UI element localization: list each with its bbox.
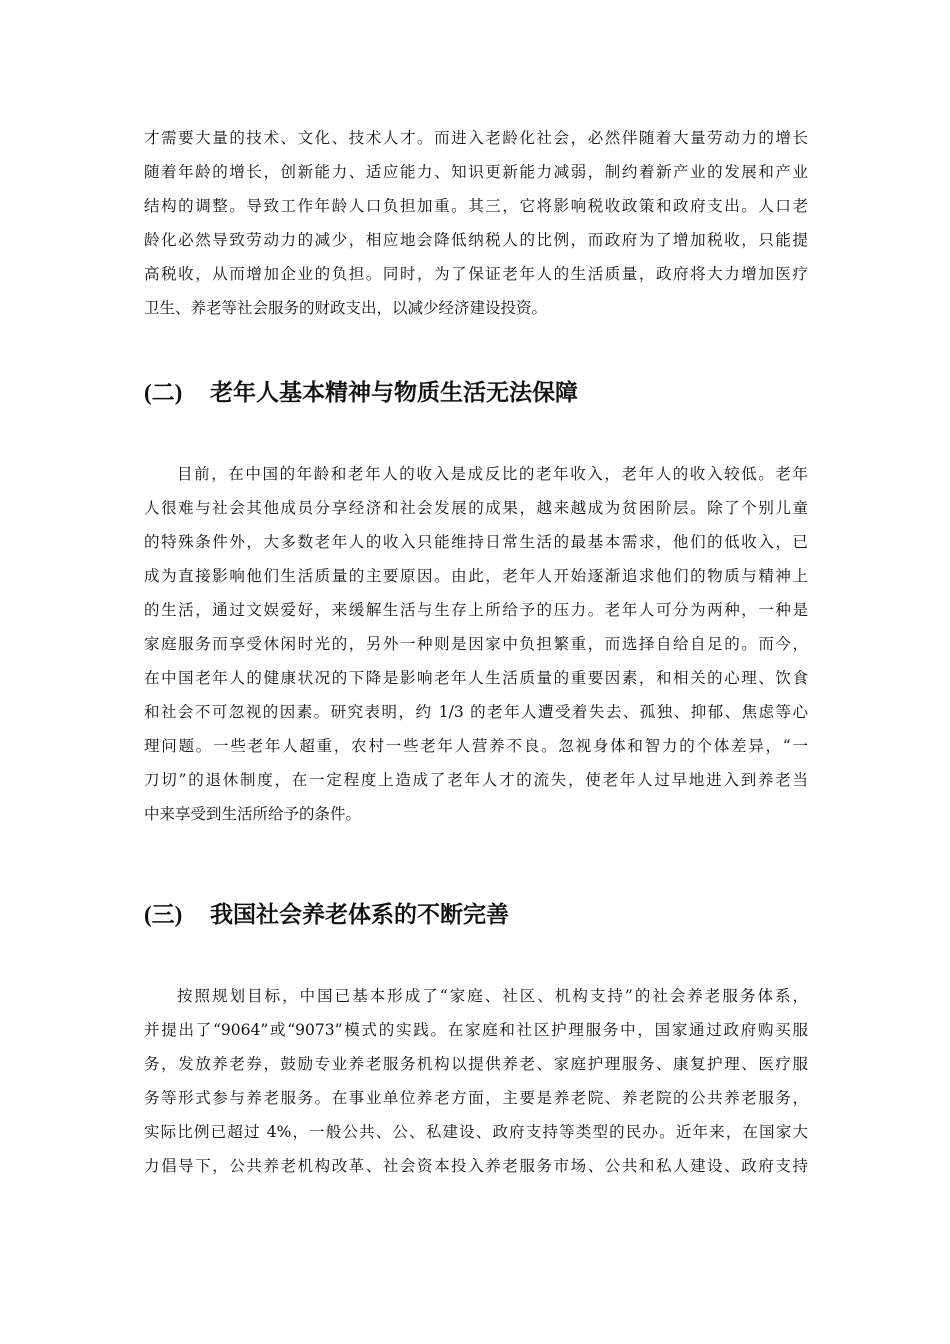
paragraph-line: 按照规划目标，中国已基本形成了“家庭、社区、机构支持”的社会养老服务体系， [177, 987, 808, 1005]
section-heading-2 [144, 373, 808, 413]
paragraph-line: 随着年龄的增长，创新能力、适应能力、知识更新能力减弱，制约着新产业的发展和产业 [144, 163, 808, 181]
paragraph-line: 实际比例已超过 4%，一般公共、公、私建设、政府支持等类型的民办。近年来，在国家大 [144, 1123, 808, 1141]
section-heading-3 [144, 895, 808, 935]
section-number: (二) [144, 380, 183, 405]
section-title: 老年人基本精神与物质生活无法保障 [210, 380, 578, 406]
paragraph-line: 卫生、养老等社会服务的财政支出，以减少经济建设投资。 [144, 299, 548, 317]
paragraph-line: 刀切”的退休制度，在一定程度上造成了老年人才的流失，使老年人过早地进入到养老当 [144, 771, 808, 789]
paragraph-line: 和社会不可忽视的因素。研究表明，约 1/3 的老年人遭受着失去、孤独、抑郁、焦虑等心 [144, 703, 808, 721]
paragraph-social-elderly-care-system [144, 979, 808, 1183]
paragraph-line: 成为直接影响他们生活质量的主要原因。由此，老年人开始逐渐追求他们的物质与精神上 [144, 567, 808, 585]
paragraph-line: 目前，在中国的年龄和老年人的收入是成反比的老年收入，老年人的收入较低。老年 [177, 465, 808, 483]
paragraph-line: 高税收，从而增加企业的负担。同时，为了保证老年人的生活质量，政府将大力增加医疗 [144, 265, 808, 283]
paragraph-elderly-living-conditions [144, 457, 808, 831]
paragraph-line: 务，发放养老券，鼓励专业养老服务机构以提供养老、家庭护理服务、康复护理、医疗服 [144, 1055, 808, 1073]
paragraph-line: 结构的调整。导致工作年龄人口负担加重。其三，它将影响税收政策和政府支出。人口老 [144, 197, 808, 215]
paragraph-line: 家庭服务而享受休闲时光的，另外一种则是因家中负担繁重，而选择自给自足的。而今， [144, 635, 808, 653]
paragraph-line: 务等形式参与养老服务。在事业单位养老方面，主要是养老院、养老院的公共养老服务， [144, 1089, 808, 1107]
paragraph-line: 龄化必然导致劳动力的减少，相应地会降低纳税人的比例，而政府为了增加税收，只能提 [144, 231, 808, 249]
paragraph-aging-economic-impact [144, 121, 808, 325]
paragraph-line: 人很难与社会其他成员分享经济和社会发展的成果，越来越成为贫困阶层。除了个别儿童 [144, 499, 808, 517]
paragraph-line: 中来享受到生活所给予的条件。 [144, 805, 362, 823]
paragraph-line: 并提出了“9064”或“9073”模式的实践。在家庭和社区护理服务中，国家通过政府购买服 [144, 1021, 808, 1039]
paragraph-line: 力倡导下，公共养老机构改革、社会资本投入养老服务市场、公共和私人建设、政府支持 [144, 1157, 808, 1175]
paragraph-line: 的生活，通过文娱爱好，来缓解生活与生存上所给予的压力。老年人可分为两种，一种是 [144, 601, 808, 619]
section-number: (三) [144, 902, 183, 927]
section-title: 我国社会养老体系的不断完善 [210, 902, 509, 928]
paragraph-line: 才需要大量的技术、文化、技术人才。而进入老龄化社会，必然伴随着大量劳动力的增长 [144, 129, 808, 147]
paragraph-line: 在中国老年人的健康状况的下降是影响老年人生活质量的重要因素，和相关的心理、饮食 [144, 669, 808, 687]
paragraph-line: 理问题。一些老年人超重，农村一些老年人营养不良。忽视身体和智力的个体差异，“一 [144, 737, 808, 755]
paragraph-line: 的特殊条件外，大多数老年人的收入只能维持日常生活的最基本需求，他们的低收入，已 [144, 533, 808, 551]
